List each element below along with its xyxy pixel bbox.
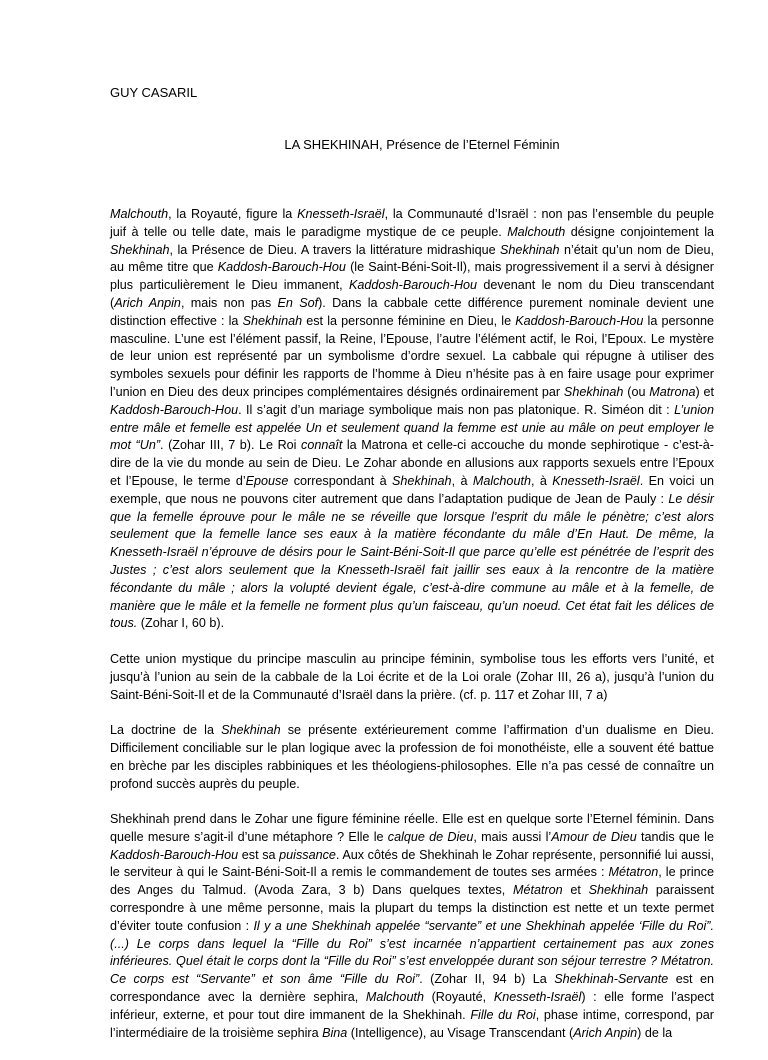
italic-text-run: Kaddosh-Barouch-Hou xyxy=(110,402,239,417)
text-run: est en correspondance avec la dernière sephira, xyxy=(110,972,715,1005)
text-run: paraissent correspondre à une même personne, mais la plupart du temps la distinction est nette et un texte permet d’éviter toute confusion : xyxy=(110,883,714,933)
text-run: ) et xyxy=(695,384,714,399)
text-run: , la Communauté d’Israël : non pas l’ensemble du peuple juif à telle ou telle date, mais le paradigme mystique de ce peuple. xyxy=(110,207,714,239)
italic-text-run: Fille du Roi xyxy=(470,1007,536,1022)
italic-text-run: En Sof xyxy=(277,295,319,310)
paragraph-2 xyxy=(110,651,714,704)
document-body xyxy=(110,206,714,1060)
italic-text-run: Shekhinah xyxy=(588,883,649,898)
italic-text-run: Matrona xyxy=(649,384,696,399)
italic-text-run: puissance xyxy=(279,847,336,862)
text-run: (Intelligence), au Visage Transcendant ( xyxy=(347,1025,574,1040)
italic-text-run: Malchouth xyxy=(365,990,424,1005)
italic-text-run: Métatron xyxy=(608,865,659,880)
italic-text-run: Shekhinah xyxy=(563,384,624,399)
italic-text-run: Shekhinah xyxy=(242,313,303,328)
text-run: La doctrine de la xyxy=(110,723,222,738)
italic-text-run: Le désir que la femelle éprouve pour le mâle ne se réveille que lorsque l’esprit du mâle le pénètre; c’est alors seulement que la femelle lance ses eaux à la matière fécondante du mâle d’En Haut. De même, la Knesseth-Israël n’éprouve de désirs pour le Saint-Béni-Soit-Il que parce qu’elle est pénétrée de l’esprit des Justes ; c’est alors seulement que la Knesseth-Israël fait jaillir ses eaux à la rencontre de la matière fécondante du mâle ; alors la volupté devient égale, c’est-à-dire commune au mâle et à la femelle, de manière que le mâle et la femelle ne forment plus qu’un faisceau, qu’un noeud. Cet état fait les délices de tous. xyxy=(110,491,714,631)
text-run: (Royauté, xyxy=(423,990,494,1005)
text-run: la personne masculine. L’une est l’élément passif, la Reine, l’Epouse, l’autre l’élément actif, le Roi, l’Epoux. Le mystère de leur union est représenté par un symbolisme d’ordre sexuel. La cabbale qui répugne à utiliser des symboles sexuels pour définir les rapports de l’homme à Dieu n’hésite pas à en faire usage pour exprimer l’union en Dieu des deux principes complémentaires désignés ordinairement par xyxy=(110,313,714,399)
text-run: , à xyxy=(530,473,553,488)
italic-text-run: calque de Dieu xyxy=(387,829,474,844)
text-run: devenant le nom du Dieu transcendant ( xyxy=(110,278,714,310)
text-run: , la Royauté, figure la xyxy=(168,207,298,221)
text-run: . (Zohar II, 94 b) La xyxy=(419,972,555,987)
text-run: est la personne féminine en Dieu, le xyxy=(302,313,516,328)
italic-text-run: Amour de Dieu xyxy=(551,829,637,844)
text-run: ) de la xyxy=(637,1025,673,1040)
italic-text-run: Il y a une Shekhinah appelée “servante” et une Shekhinah appelée ‘Fille du Roi”. (...) Le corps dans lequel la “Fille du Roi” s’est incarnée n’appartient certainement pas aux zones inférieures. Quel était le corps dont la “Fille du Roi” s’est enveloppée durant son séjour terrestre ? Métatron. Ce corps est “Servante” et son âme “Fille du Roi” xyxy=(110,918,714,987)
italic-text-run: Arich Anpin xyxy=(114,295,181,310)
text-run: correspondant à xyxy=(288,473,393,488)
text-run: et xyxy=(562,883,589,898)
text-run: , à xyxy=(451,473,473,488)
italic-text-run: Knesseth-Israël xyxy=(297,207,385,221)
italic-text-run: Knesseth-Israël xyxy=(552,473,640,488)
text-run: , le prince des Anges du Talmud. (Avoda Zara, 3 b) Dans quelques textes, xyxy=(110,865,714,898)
text-run: ). Dans la cabbale cette différence purement nominale devient une distinction effective : la xyxy=(110,295,714,328)
italic-text-run: Shekhinah xyxy=(221,723,281,738)
paragraph-4 xyxy=(110,811,714,1042)
italic-text-run: Malchouth xyxy=(110,207,169,221)
author-name: GUY CASARIL xyxy=(110,85,198,100)
italic-text-run: Malchouth xyxy=(472,473,531,488)
document-title: LA SHEKHINAH, Présence de l’Eternel Féminin xyxy=(284,137,560,152)
text-run: Cette union mystique du principe masculin au principe féminin, symbolise tous les efforts vers l’unité, et jusqu’à l’union au sein de la cabbale de la Loi écrite et de la Loi orale (Zohar III, 26 a), jusqu’à l’union du Saint-Béni-Soit-Il et de la Communauté d’Israël dans la prière. (cf. p. 117 et Zohar III, 7 a) xyxy=(110,651,714,702)
italic-text-run: L’union entre mâle et femelle est appelée Un et seulement quand la femme est unie au mâle on peut employer le mot “Un” xyxy=(110,402,714,453)
text-run: . (Zohar III, 7 b). Le Roi xyxy=(160,438,302,453)
text-run: Shekhinah prend dans le Zohar une figure féminine réelle. Elle est en quelque sorte l’Eternel féminin. Dans quelle mesure s’agit-il d’une métaphore ? Elle le xyxy=(110,812,714,844)
italic-text-run: Shekhinah xyxy=(500,242,560,257)
text-run: . Il s’agit d’un mariage symbolique mais non pas platonique. R. Siméon dit : xyxy=(238,402,675,417)
paragraph-3 xyxy=(110,722,714,793)
italic-text-run: Knesseth-Israël xyxy=(493,990,582,1005)
text-run: . En voici un exemple, que nous ne pouvons citer autrement que dans l’adaptation pudique de Jean de Pauly : xyxy=(110,473,714,506)
text-run: , la Présence de Dieu. A travers la littérature midrashique xyxy=(169,242,501,257)
italic-text-run: Epouse xyxy=(245,473,289,488)
italic-text-run: Kaddosh-Barouch-Hou xyxy=(348,278,478,293)
italic-text-run: Shekhinah xyxy=(392,473,452,488)
text-run: , phase intime, correspond, par l’intermédiaire de la troisième sephira xyxy=(110,1007,714,1040)
text-run: la Matrona et celle-ci accouche du monde sephirotique - c’est-à-dire de la vie du monde au sein de Dieu. Le Zohar abonde en allusions aux rapports sexuels entre l’Epoux et l’Epouse, le terme d’ xyxy=(110,438,714,488)
italic-text-run: Kaddosh-Barouch-Hou xyxy=(515,313,644,328)
italic-text-run: Shekhinah-Servante xyxy=(554,972,669,987)
italic-text-run: Kaddosh-Barouch-Hou xyxy=(217,260,346,275)
italic-text-run: Shekhinah xyxy=(110,242,170,257)
text-run: tandis que le xyxy=(636,829,714,844)
text-run: , mais aussi l’ xyxy=(473,829,552,844)
text-run: est sa xyxy=(238,847,280,862)
paragraph-1 xyxy=(110,206,714,633)
text-run: , mais non pas xyxy=(180,295,278,310)
text-run: (ou xyxy=(623,384,650,399)
italic-text-run: Malchouth xyxy=(507,224,566,239)
italic-text-run: Bina xyxy=(322,1025,348,1040)
italic-text-run: Arich Anpin xyxy=(573,1025,638,1040)
text-run: (Zohar I, 60 b). xyxy=(137,616,225,631)
italic-text-run: connaît xyxy=(301,438,343,453)
text-run: désigne conjointement la xyxy=(565,224,714,239)
text-run: se présente extérieurement comme l’affirmation d’un dualisme en Dieu. Difficilement conciliable sur le plan logique avec la profession de foi monothéiste, elle a souvent été battue en brèche par les disciples rabbiniques et les théologiens-philosophes. Elle n’a pas cessé de connaître un profond succès auprès du peuple. xyxy=(110,723,714,791)
text-run: n’était qu’un nom de Dieu, au même titre que xyxy=(110,242,714,275)
text-run: (le Saint-Béni-Soit-Il), mais progressivement il a servi à désigner plus particulièrement le Dieu immanent, xyxy=(110,260,715,293)
text-run: . Aux côtés de Shekhinah le Zohar représente, personnifié lui aussi, le serviteur à qui le Saint-Béni-Soit-Il a remis le commandement de toutes ses armées : xyxy=(110,847,714,880)
text-run: ) : elle forme l’aspect inférieur, externe, et pour tout dire immanent de la Shekhinah. xyxy=(110,990,714,1022)
italic-text-run: Kaddosh-Barouch-Hou xyxy=(110,847,239,862)
italic-text-run: Métatron xyxy=(512,883,563,898)
